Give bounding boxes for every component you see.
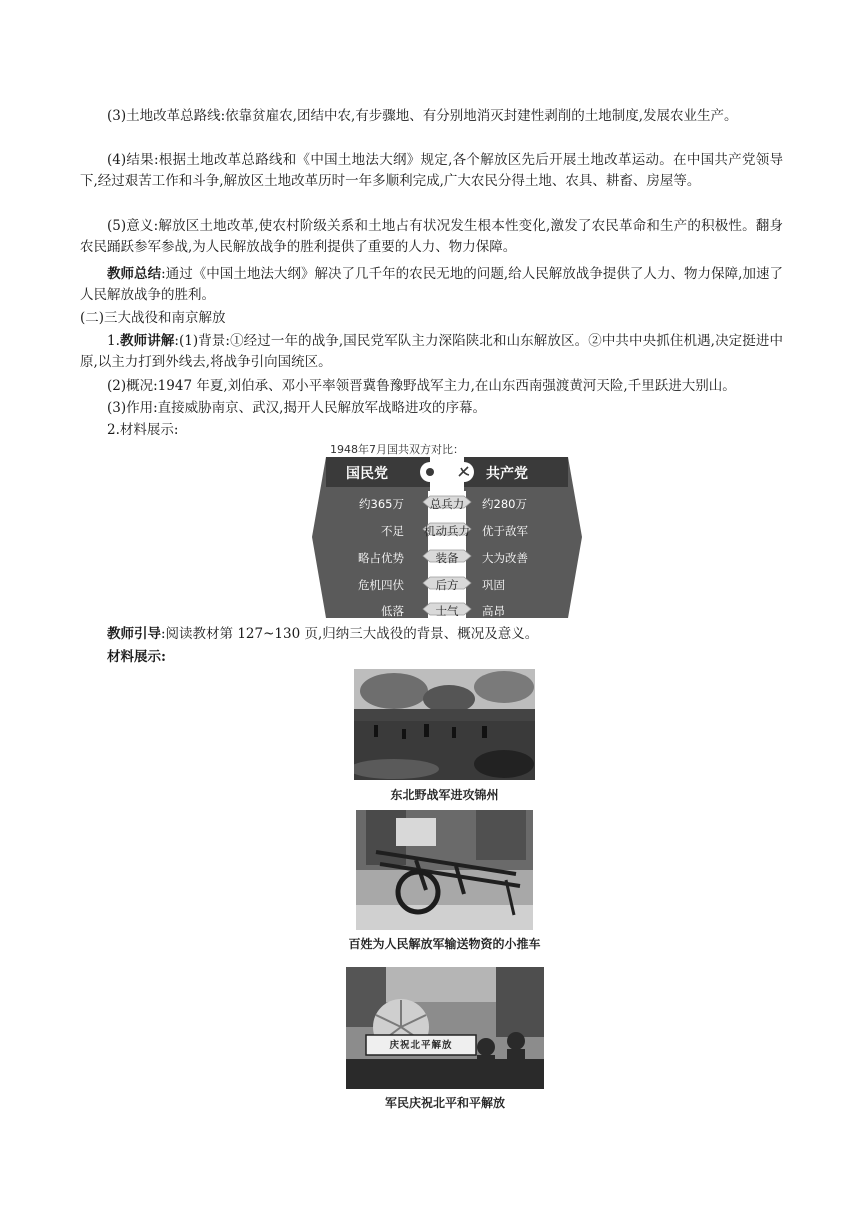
wheelbarrow-caption: 百姓为人民解放军输送物资的小推车 — [348, 937, 541, 951]
cpc-equipment: 大为改善 — [482, 551, 528, 565]
teacher-lecture-paragraph — [80, 331, 783, 373]
comparison-title: 1948年7月国共双方对比： — [330, 443, 464, 456]
cpc-morale: 高昂 — [482, 604, 505, 618]
jinzhou-caption: 东北野战军进攻锦州 — [390, 788, 499, 802]
category-rear: 后方 — [435, 578, 459, 592]
teacher-summary-label: 教师总结 — [107, 266, 162, 282]
teacher-summary-text: :通过《中国土地法大纲》解决了几千年的农民无地的问题,给人民解放战争提供了人力、物力保障,加速了人民解放战争的胜利。 — [80, 266, 783, 303]
kmt-cpc-comparison-graphic — [312, 441, 582, 618]
land-reform-result-paragraph: (4)结果:根据土地改革总路线和《中国土地法大纲》规定,各个解放区先后开展土地改革运动。在中国共产党领导下,经过艰苦工作和斗争,解放区土地改革历时一年多顺利完成,广大农民分得土地、农具、耕畜、房屋等。 — [80, 152, 783, 189]
category-equipment: 装备 — [435, 551, 459, 565]
material-display-label: 材料展示: — [107, 649, 166, 665]
overview-paragraph: (2)概况:1947 年夏,刘伯承、邓小平率领晋冀鲁豫野战军主力,在山东西南强渡黄河天险,千里跃进大别山。 — [107, 378, 736, 394]
teacher-guide-label: 教师引导 — [107, 626, 161, 642]
kmt-morale: 低落 — [381, 604, 404, 618]
category-morale: 士气 — [435, 604, 459, 618]
teacher-guide-text: :阅读教材第 127~130 页,归纳三大战役的背景、概况及意义。 — [161, 626, 539, 642]
category-mobile: 机动兵力 — [424, 524, 470, 538]
material-display-2: 2.材料展示: — [107, 422, 179, 438]
cpc-header: 共产党 — [486, 466, 528, 482]
celebration-banner-text: 庆祝北平解放 — [389, 1040, 453, 1051]
kmt-rear: 危机四伏 — [358, 578, 404, 592]
beiping-caption: 军民庆祝北平和平解放 — [384, 1096, 505, 1110]
cpc-mobile: 优于敌军 — [482, 524, 528, 538]
effect-paragraph: (3)作用:直接威胁南京、武汉,揭开人民解放军战略进攻的序幕。 — [107, 400, 486, 416]
jinzhou-attack-photo — [354, 669, 535, 780]
section-heading: (二)三大战役和南京解放 — [80, 310, 226, 326]
cpc-rear: 巩固 — [482, 578, 505, 592]
kmt-mobile: 不足 — [381, 524, 404, 538]
kmt-troops: 约365万 — [359, 497, 404, 511]
teacher-guide-paragraph — [107, 624, 538, 645]
category-troops: 总兵力 — [429, 497, 465, 511]
teacher-summary-paragraph — [80, 264, 783, 306]
wheelbarrow-photo — [356, 810, 533, 930]
teacher-lecture-label: 教师讲解 — [119, 333, 175, 349]
kmt-header: 国民党 — [346, 466, 388, 482]
beiping-celebration-photo — [346, 967, 544, 1089]
land-reform-significance-paragraph: (5)意义:解放区土地改革,使农村阶级关系和土地占有状况发生根本性变化,激发了农民革命和生产的积极性。翻身农民踊跃参军参战,为人民解放战争的胜利提供了重要的人力、物力保障。 — [80, 218, 783, 255]
lecture-number: 1. — [107, 333, 120, 349]
kmt-equipment: 略占优势 — [358, 551, 404, 565]
teacher-lecture-text: :(1)背景:①经过一年的战争,国民党军队主力深陷陕北和山东解放区。②中共中央抓住机遇,决定挺进中原,以主力打到外线去,将战争引向国统区。 — [80, 333, 783, 370]
cpc-troops: 约280万 — [482, 497, 527, 511]
land-reform-line-paragraph: (3)土地改革总路线:依靠贫雇农,团结中农,有步骤地、有分别地消灭封建性剥削的土地制度,发展农业生产。 — [107, 108, 738, 124]
